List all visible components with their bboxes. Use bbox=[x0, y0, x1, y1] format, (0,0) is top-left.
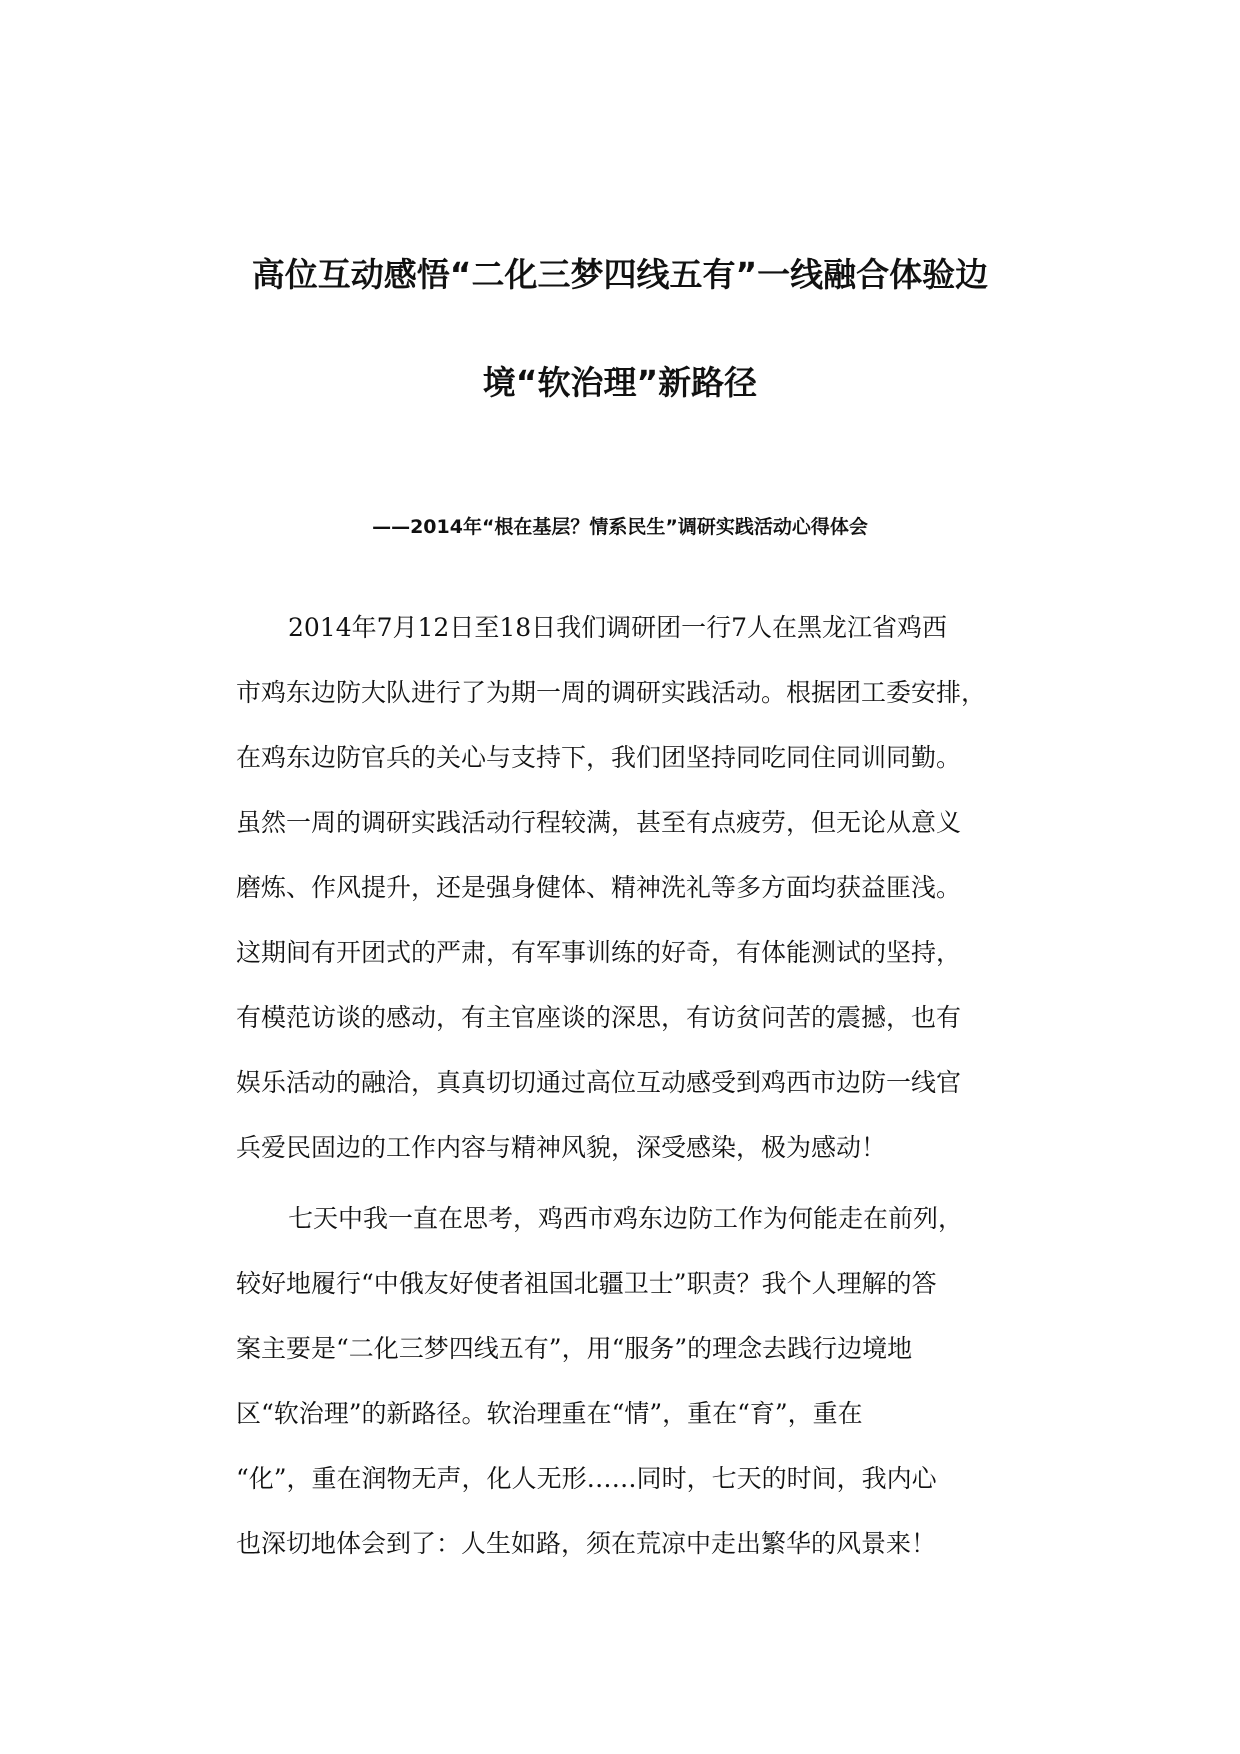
title-line-2: 境“软治理”新路径 bbox=[482, 363, 758, 402]
paragraph-2 bbox=[236, 1197, 1016, 1587]
paragraph-1 bbox=[236, 606, 1016, 1191]
paragraph-line: 娱乐活动的融洽，真真切切通过高位互动感受到鸡西市边防一线官 bbox=[236, 1068, 962, 1097]
paragraph-line: 虽然一周的调研实践活动行程较满，甚至有点疲劳，但无论从意义 bbox=[236, 808, 962, 837]
paragraph-line: 2014年7月12日至18日我们调研团一行7人在黑龙江省鸡西 bbox=[288, 613, 948, 642]
paragraph-line: 案主要是“二化三梦四线五有”，用“服务”的理念去践行边境地 bbox=[236, 1334, 913, 1363]
paragraph-line: 区“软治理”的新路径。软治理重在“情”，重在“育”，重在 bbox=[236, 1399, 863, 1428]
paragraph-line: 有模范访谈的感动，有主官座谈的深思，有访贫问苦的震撼，也有 bbox=[236, 1003, 962, 1032]
paragraph-line: 也深切地体会到了：人生如路，须在荒凉中走出繁华的风景来！ bbox=[236, 1529, 937, 1558]
paragraph-line: 磨炼、作风提升，还是强身健体、精神洗礼等多方面均获益匪浅。 bbox=[236, 873, 962, 902]
paragraph-line: 这期间有开团式的严肃，有军事训练的好奇，有体能测试的坚持， bbox=[236, 938, 962, 967]
paragraph-line: 七天中我一直在思考，鸡西市鸡东边防工作为何能走在前列， bbox=[288, 1204, 964, 1233]
paragraph-line: 较好地履行“中俄友好使者祖国北疆卫士”职责？我个人理解的答 bbox=[236, 1269, 937, 1298]
title-line-1: 高位互动感悟“二化三梦四线五有”一线融合体验边 bbox=[251, 255, 989, 294]
paragraph-line: 市鸡东边防大队进行了为期一周的调研实践活动。根据团工委安排， bbox=[236, 678, 987, 707]
paragraph-line: “化”，重在润物无声，化人无形……同时，七天的时间，我内心 bbox=[236, 1464, 937, 1493]
paragraph-line: 兵爱民固边的工作内容与精神风貌，深受感染，极为感动！ bbox=[236, 1133, 887, 1162]
document-title bbox=[150, 255, 1090, 471]
document-subtitle: ——2014年“根在基层？情系民生”调研实践活动心得体会 bbox=[372, 516, 868, 538]
paragraph-line: 在鸡东边防官兵的关心与支持下，我们团坚持同吃同住同训同勤。 bbox=[236, 743, 962, 772]
